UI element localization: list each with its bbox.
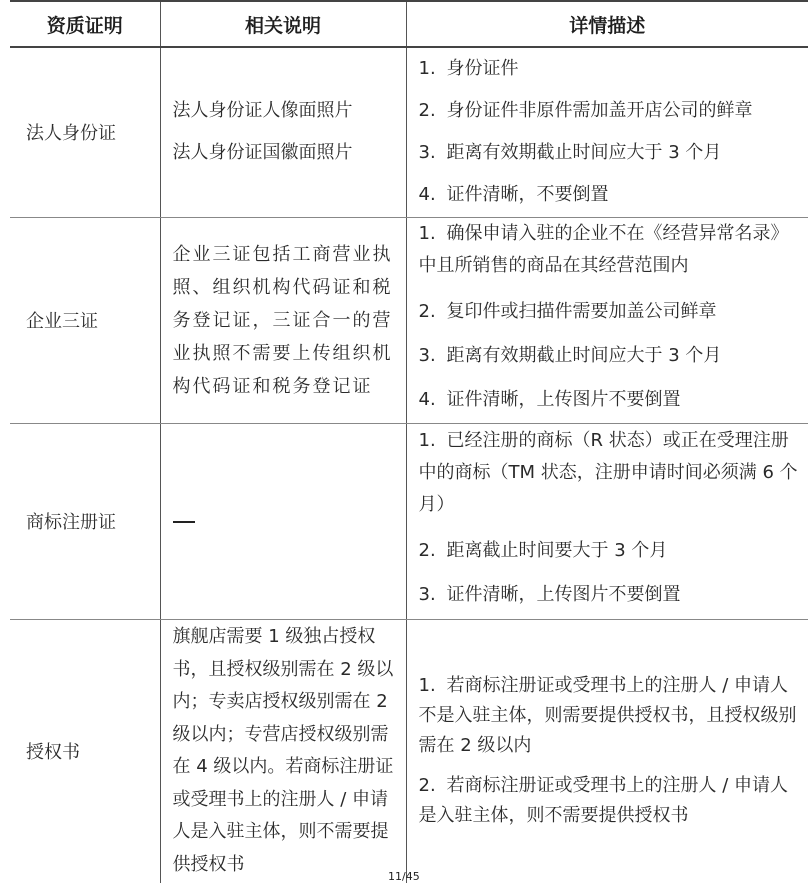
- qualification-table: [10, 0, 808, 883]
- detail-item: 1. 已经注册的商标（R 状态）或正在受理注册中的商标（TM 状态，注册申请时间必须满 6 个月）: [418, 430, 798, 515]
- qualification-cell: 法人身份证: [10, 47, 160, 217]
- qualification-cell: 企业三证: [10, 217, 160, 423]
- detail-item: 4. 证件清晰，上传图片不要倒置: [418, 389, 681, 410]
- empty-dash: [173, 511, 195, 532]
- note-paragraph: 企业三证包括工商营业执照、组织机构代码证和税务登记证，三证合一的营业执照不需要上传组织机构代码证和税务登记证: [172, 243, 393, 397]
- detail-item: 3. 距离有效期截止时间应大于 3 个月: [418, 345, 722, 366]
- table-row: [10, 47, 808, 217]
- table-row: [10, 423, 808, 619]
- detail-item: 2. 距离截止时间要大于 3 个月: [418, 540, 668, 561]
- notes-cell: [160, 423, 406, 619]
- detail-item: 3. 距离有效期截止时间应大于 3 个月: [418, 142, 722, 164]
- note-line: 法人身份证人像面照片: [172, 100, 353, 122]
- notes-cell: [160, 47, 406, 217]
- detail-item: 1. 身份证件: [418, 58, 519, 80]
- detail-item: 3. 证件清晰，上传图片不要倒置: [418, 584, 681, 605]
- header-details: 详情描述: [406, 1, 808, 47]
- details-cell: [406, 619, 808, 883]
- details-cell: [406, 217, 808, 423]
- qualification-cell: 商标注册证: [10, 423, 160, 619]
- table-row: [10, 619, 808, 883]
- details-cell: [406, 423, 808, 619]
- table-header-row: [10, 1, 808, 47]
- page-number: 11/45: [388, 870, 420, 883]
- details-cell: [406, 47, 808, 217]
- detail-item: 1. 确保申请入驻的企业不在《经营异常名录》中且所销售的商品在其经营范围内: [418, 223, 789, 276]
- notes-cell: [160, 619, 406, 883]
- detail-item: 2. 复印件或扫描件需要加盖公司鲜章: [418, 301, 717, 322]
- header-notes: 相关说明: [160, 1, 406, 47]
- table-row: [10, 217, 808, 423]
- notes-cell: [160, 217, 406, 423]
- detail-item: 2. 身份证件非原件需加盖开店公司的鲜章: [418, 100, 753, 122]
- note-paragraph: 旗舰店需要 1 级独占授权书，且授权级别需在 2 级以内；专卖店授权级别需在 2 级以内；专营店授权级别需在 4 级以内。若商标注册证或受理书上的注册人 / 申请人是入驻主体，则不需要提供授权书: [172, 626, 394, 875]
- qualification-cell: 授权书: [10, 619, 160, 883]
- detail-item: 2. 若商标注册证或受理书上的注册人 / 申请人是入驻主体，则不需要提供授权书: [418, 775, 789, 827]
- note-line: 法人身份证国徽面照片: [172, 142, 353, 164]
- detail-item: 1. 若商标注册证或受理书上的注册人 / 申请人不是入驻主体，则需要提供授权书，且授权级别需在 2 级以内: [418, 675, 797, 757]
- detail-item: 4. 证件清晰，不要倒置: [418, 184, 609, 206]
- header-qualification: 资质证明: [10, 1, 160, 47]
